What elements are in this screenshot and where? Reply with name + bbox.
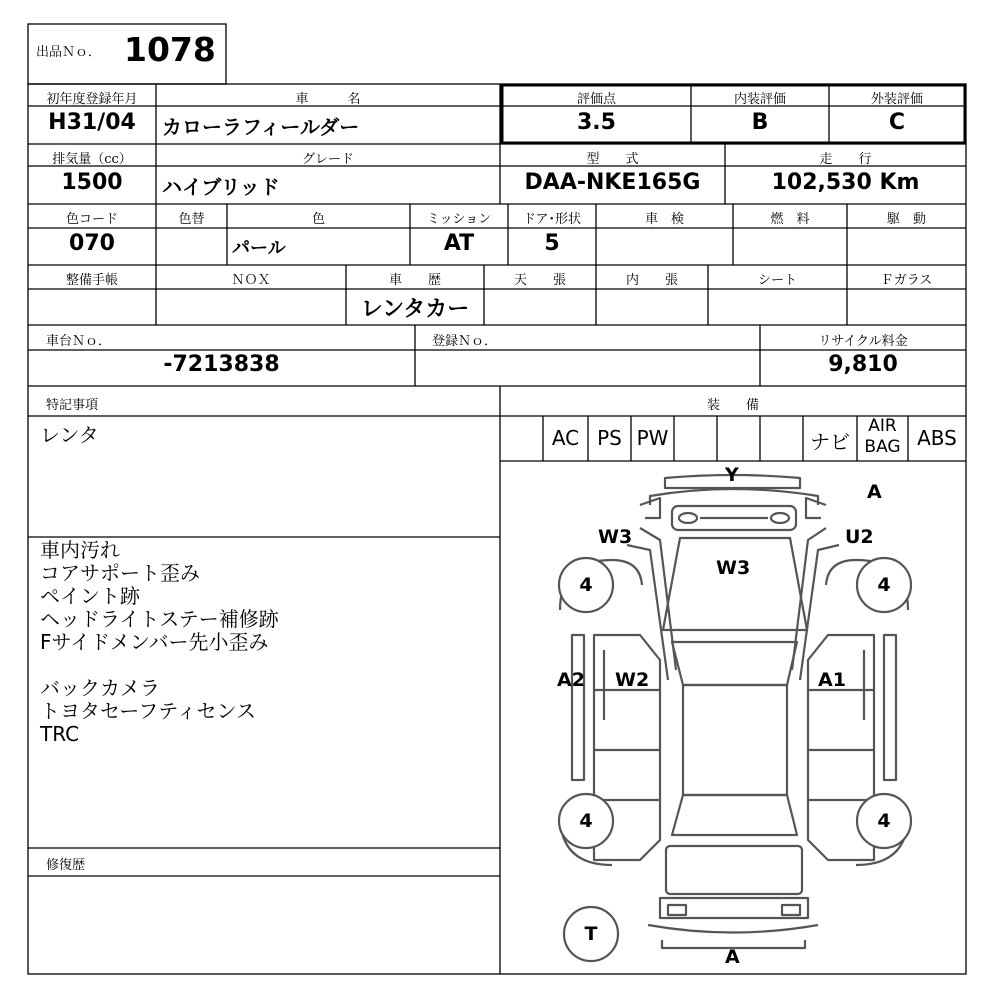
mark-rear-bumper: A: [725, 946, 740, 968]
nox-label: ＮＯＸ: [231, 273, 271, 288]
car-name-label: 車 名: [295, 92, 361, 107]
mark-windshield-left: W3: [598, 526, 633, 548]
seat-label: シート: [757, 273, 797, 288]
mark-left-side-panel: A2: [557, 669, 585, 691]
equipment-item-ps: PS: [597, 426, 622, 450]
color-change-label: 色替: [178, 212, 205, 227]
grade-label: グレード: [301, 152, 354, 167]
note-line: ペイント跡: [40, 584, 140, 608]
special-notes-label: 特記事項: [46, 398, 99, 413]
note-line: 車内汚れ: [40, 538, 120, 562]
mark-top-right: A: [867, 481, 882, 503]
lot-number-label: 出品Ｎｏ．: [36, 45, 102, 60]
maintenance-book-label: 整備手帳: [65, 273, 118, 288]
mileage-value: 102,530 Km: [771, 170, 920, 195]
first-registration-value: H31/04: [48, 110, 136, 135]
model-code-label: 型 式: [586, 152, 639, 167]
mission-value: AT: [443, 231, 475, 256]
note-line: トヨタセーフティセンス: [40, 699, 256, 723]
equipment-item-airbag: AIR BAG: [864, 416, 901, 457]
front-glass-label: Ｆガラス: [880, 273, 933, 288]
color-code-label: 色コード: [65, 212, 118, 227]
displacement-value: 1500: [61, 170, 123, 195]
interior-score-value: B: [751, 110, 769, 135]
fuel-label: 燃 料: [770, 212, 810, 227]
spare-tire-value: T: [584, 923, 598, 945]
recycle-fee-label: リサイクル料金: [818, 334, 908, 349]
chassis-number-label: 車台Ｎｏ．: [46, 334, 112, 349]
special-notes-list: [40, 539, 279, 746]
exterior-score-value: C: [888, 110, 906, 135]
displacement-label: 排気量（cc）: [52, 152, 132, 167]
special-notes-top: レンタ: [40, 423, 99, 447]
exterior-score-label: 外装評価: [870, 92, 923, 107]
mark-right-side-panel: A1: [818, 669, 846, 691]
note-line: コアサポート歪み: [40, 561, 200, 585]
tire-front-right-value: 4: [877, 574, 891, 596]
note-line: TRC: [40, 722, 80, 746]
lot-number: 1078: [124, 30, 216, 69]
note-line: ヘッドライトステー補修跡: [40, 607, 279, 631]
ceiling-label: 天 張: [513, 273, 566, 288]
mark-left-window: W2: [615, 669, 650, 691]
equipment-item-ac: AC: [551, 426, 580, 450]
first-registration-label: 初年度登録年月: [46, 92, 138, 107]
mark-windshield-center: W3: [716, 557, 751, 579]
tire-rear-left-value: 4: [579, 810, 593, 832]
inspection-label: 車 検: [644, 212, 684, 227]
chassis-number-value: -7213838: [163, 352, 280, 377]
model-code-value: DAA-NKE165G: [524, 170, 701, 195]
door-shape-value: 5: [544, 231, 560, 256]
interior-score-label: 内装評価: [733, 92, 786, 107]
equipment-label: 装 備: [706, 398, 759, 413]
drive-label: 駆 動: [886, 212, 926, 227]
interior-trim-label: 内 張: [625, 273, 678, 288]
equipment-item-navi: ナビ: [810, 430, 850, 454]
equipment-item-pw: PW: [636, 426, 669, 450]
car-name-value: カローラフィールダー: [162, 115, 360, 139]
note-line: バックカメラ: [40, 676, 160, 700]
grade-value: ハイブリッド: [162, 175, 280, 199]
vehicle-history-value: レンタカー: [360, 297, 470, 322]
color-label: 色: [311, 212, 325, 227]
mileage-label: 走 行: [819, 152, 872, 167]
score-value: 3.5: [577, 110, 616, 135]
score-label: 評価点: [576, 92, 616, 107]
color-code-value: 070: [69, 231, 115, 256]
registration-number-label: 登録Ｎｏ．: [432, 334, 498, 349]
note-line: [40, 654, 279, 677]
mark-front-bumper: Y: [725, 464, 739, 486]
repair-history-label: 修復歴: [46, 858, 86, 873]
equipment-item-abs: ABS: [917, 426, 957, 450]
tire-front-left-value: 4: [579, 574, 593, 596]
vehicle-history-label: 車 歴: [388, 273, 441, 288]
mark-front-right-fender: U2: [845, 526, 874, 548]
color-value: パール: [232, 238, 286, 259]
door-shape-label: ドア･形状: [522, 212, 582, 227]
tire-rear-right-value: 4: [877, 810, 891, 832]
recycle-fee-value: 9,810: [828, 352, 898, 377]
mission-label: ミッション: [426, 212, 492, 227]
note-line: Fサイドメンバー先小歪み: [40, 630, 269, 654]
